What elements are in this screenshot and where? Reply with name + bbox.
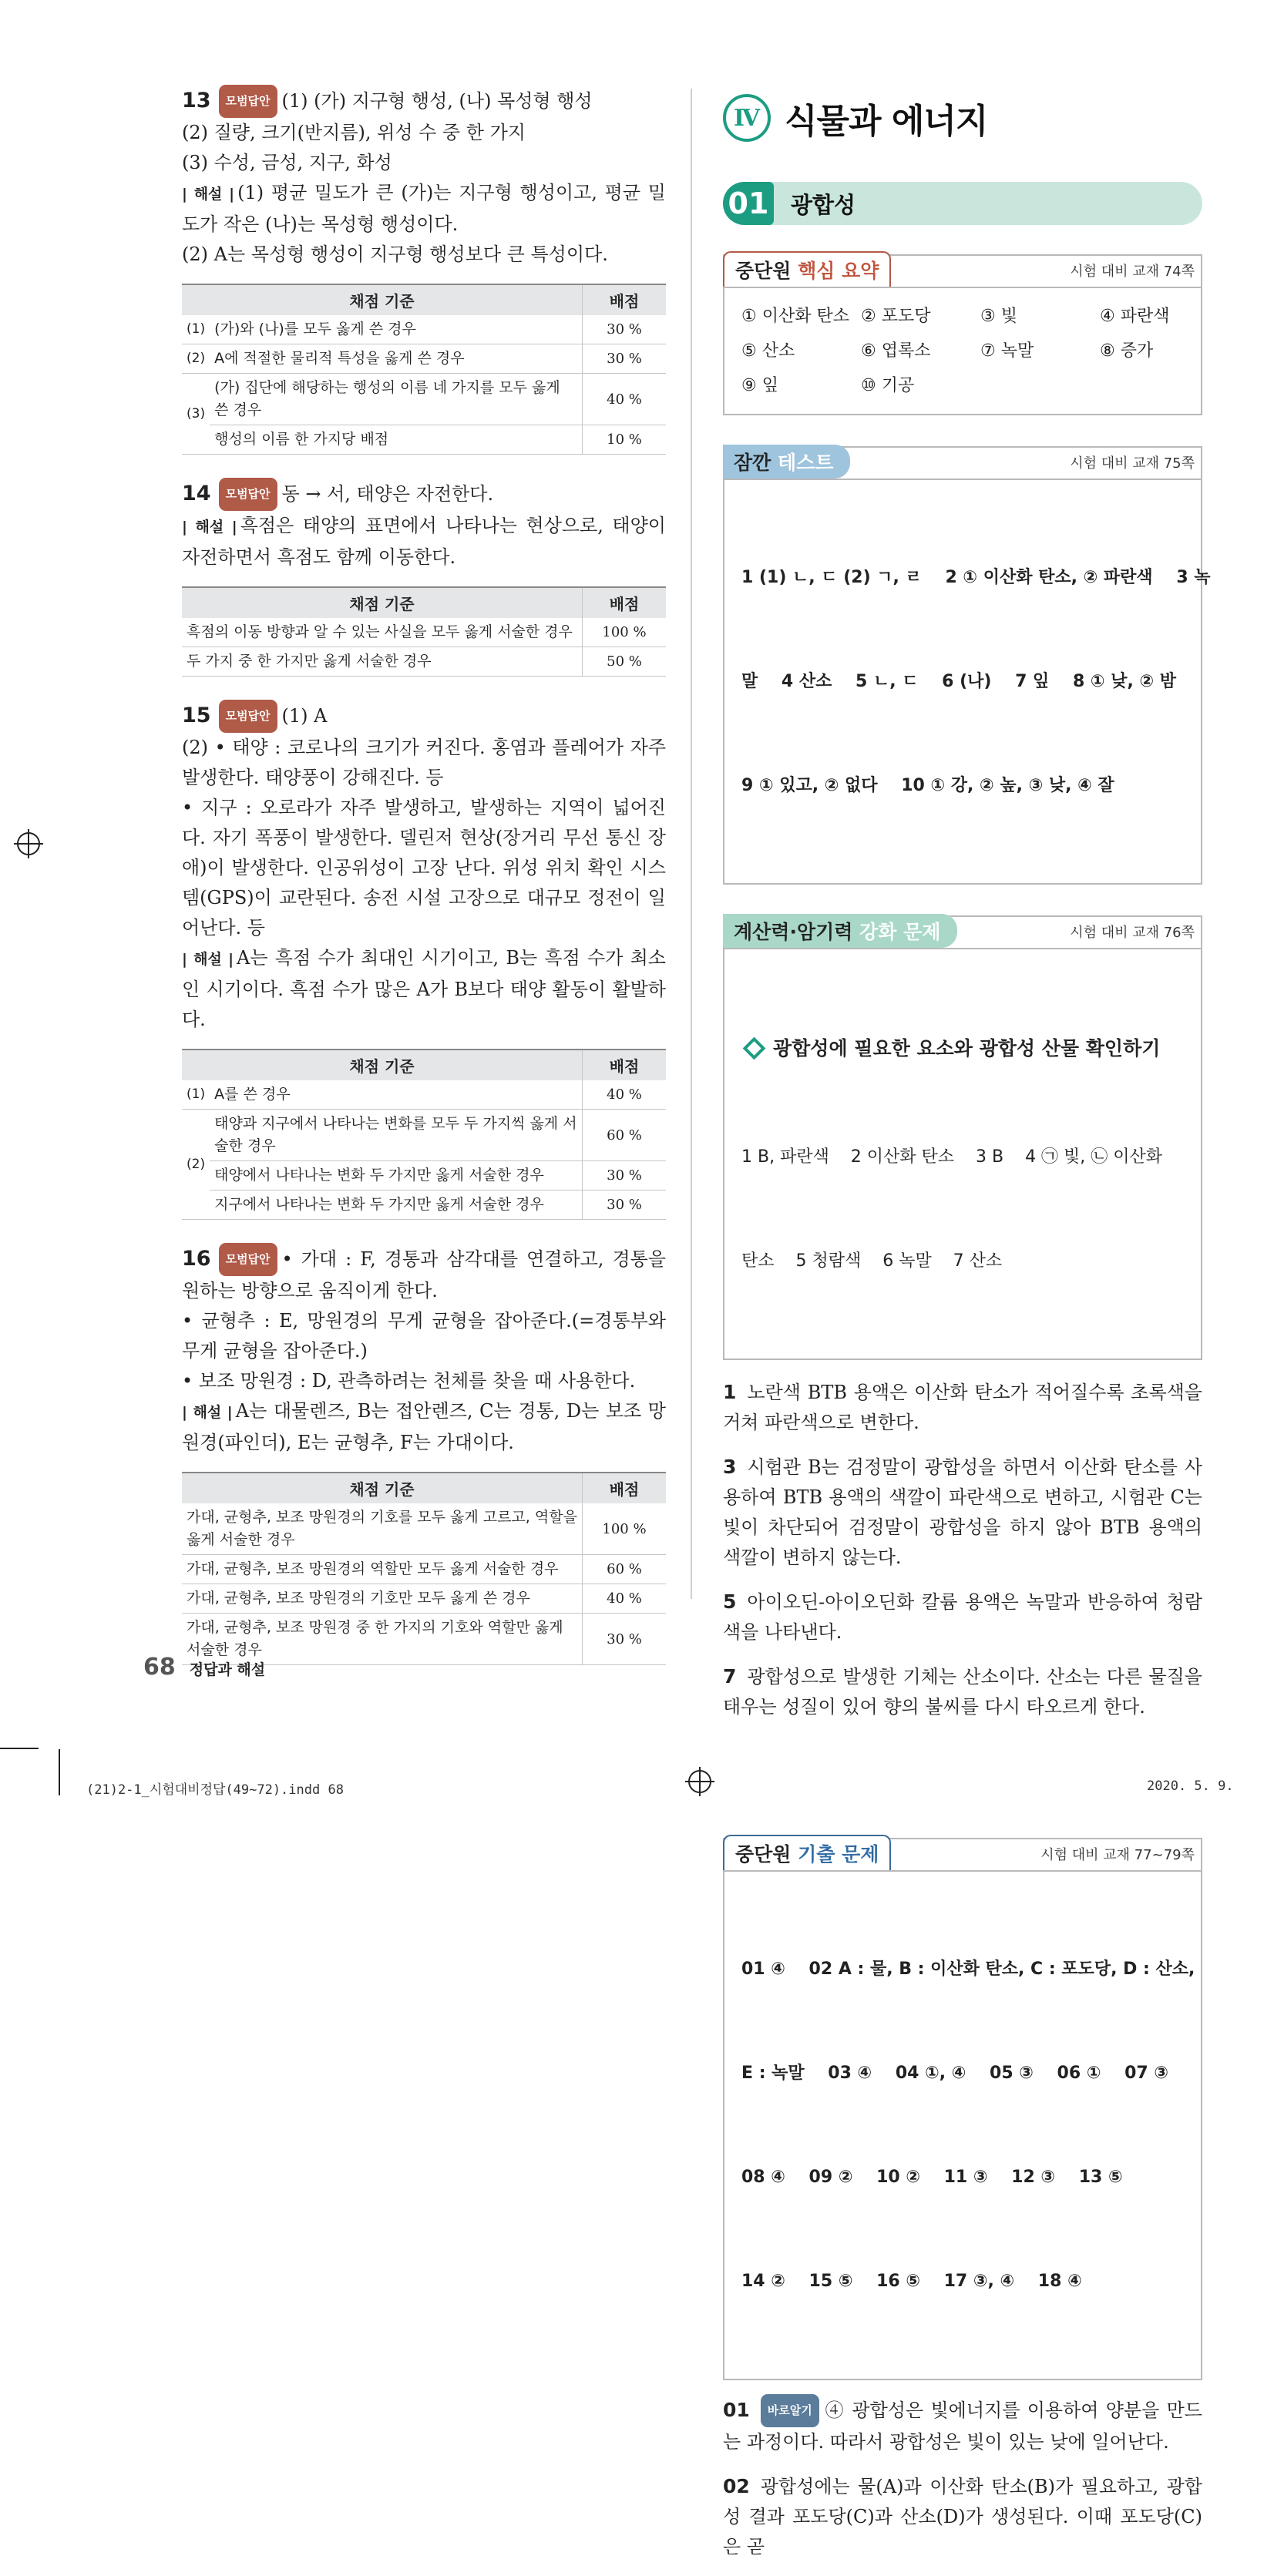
box-header	[724, 256, 1201, 287]
explanation-label: | 해설 |	[182, 186, 235, 203]
row-criterion: 가대, 균형추, 보조 망원경의 기호만 모두 옳게 쓴 경우	[182, 1584, 583, 1614]
item-number: 7	[723, 1665, 737, 1688]
row-score: 40 %	[583, 1080, 667, 1110]
table-row	[182, 618, 666, 647]
row-score: 40 %	[583, 1584, 667, 1614]
scoring-table	[182, 1472, 666, 1665]
item-number: 3	[723, 1456, 737, 1478]
summary-item: ⑨ 잎	[741, 376, 778, 395]
model-answer-badge: 모범답안	[219, 1243, 277, 1276]
answer-line: • 가대 : F, 경통과 삼각대를 연결하고, 경통을 원하는 방향으로 움직이게 한다.	[182, 1248, 666, 1301]
item-text: 아이오딘-아이오딘화 칼륨 용액은 녹말과 반응하여 청람색을 나타낸다.	[723, 1591, 1202, 1643]
drill-box	[723, 915, 1202, 1360]
reference-page: 시험 대비 교재 74쪽	[1070, 264, 1195, 280]
table-header: 배점	[583, 1050, 667, 1080]
row-criterion: 가대, 균형추, 보조 망원경의 기호를 모두 옳게 고르고, 역할을 옳게 서술한 경우	[182, 1503, 583, 1555]
answer-line: (2) • 태양 : 코로나의 크기가 커진다. 홍염과 플레어가 자주 발생한다. 태양풍이 강해진다. 등	[182, 737, 666, 788]
explanation-label: | 해설 |	[182, 519, 237, 536]
section-title: 광합성	[791, 191, 856, 218]
row-score: 30 %	[583, 1614, 667, 1665]
summary-item: ⑦ 녹말	[980, 341, 1034, 361]
table-row	[182, 1584, 666, 1614]
table-row	[182, 1110, 666, 1161]
model-answer-badge: 모범답안	[219, 478, 277, 511]
scoring-table	[182, 284, 666, 455]
reference-page: 시험 대비 교재 76쪽	[1070, 925, 1195, 941]
explanation-label: | 해설 |	[182, 1404, 233, 1421]
answer-line: 08 ④ 09 ② 10 ② 11 ③ 12 ③ 13 ⑤	[741, 2168, 1123, 2187]
summary-item: ⑥ 엽록소	[861, 341, 931, 361]
quick-test-box	[723, 446, 1211, 885]
row-criterion: 두 가지 중 한 가지만 옳게 서술한 경우	[182, 647, 583, 677]
column-divider	[691, 89, 692, 1599]
row-criterion: A를 쓴 경우	[210, 1080, 582, 1110]
item-number: 02	[723, 2475, 750, 2497]
row-criterion: 가대, 균형추, 보조 망원경 중 한 가지의 기호와 역할만 옳게 서술한 경우	[182, 1614, 583, 1665]
row-criterion: (가) 집단에 해당하는 행성의 이름 네 가지를 모두 옳게 쓴 경우	[210, 374, 582, 425]
explanation-text: 흑점은 태양의 표면에서 나타나는 현상으로, 태양이 자전하면서 흑점도 함께 이동한다.	[182, 515, 666, 568]
question-15	[182, 700, 666, 1220]
summary-item: ③ 빛	[980, 307, 1017, 326]
box-header	[724, 1839, 1201, 1870]
table-header: 배점	[583, 1473, 667, 1503]
explanation-item	[723, 2471, 1202, 2562]
table-row	[182, 1191, 666, 1220]
box-header	[724, 917, 1201, 948]
row-number: (2)	[182, 1110, 210, 1220]
explanation-text: (2) A는 목성형 행성이 지구형 행성보다 큰 특성이다.	[182, 243, 608, 265]
row-number: (3)	[182, 374, 210, 455]
explanation-item	[723, 1587, 1202, 1647]
drill-explanations	[723, 1377, 1202, 1722]
answer-line: 01 ④ 02 A : 물, B : 이산화 탄소, C : 포도당, D : 산소,	[741, 1960, 1195, 1979]
explanation-label: | 해설 |	[182, 951, 234, 968]
summary-item: ⑧ 증가	[1100, 341, 1154, 361]
past-exam-tab	[723, 1835, 891, 1870]
box-header	[724, 448, 1201, 479]
explanation-text: (1) 평균 밀도가 큰 (가)는 지구형 행성이고, 평균 밀도가 작은 (나)는 목성형 행성이다.	[182, 182, 666, 235]
registration-mark-icon	[17, 832, 40, 855]
page-footer	[143, 1654, 265, 1681]
right-column	[723, 85, 1211, 2576]
explanation-item	[723, 2394, 1202, 2457]
item-text: ④ 광합성은 빛에너지를 이용하여 양분을 만드는 과정이다. 따라서 광합성은 빛이 있는 낮에 일어난다.	[723, 2400, 1202, 2453]
answer-line: 1 B, 파란색 2 이산화 탄소 3 B 4 ㉠ 빛, ㉡ 이산화	[741, 1147, 1163, 1167]
table-header: 채점 기준	[182, 284, 583, 315]
answer-line: • 보조 망원경 : D, 관측하려는 천체를 찾을 때 사용한다.	[182, 1370, 636, 1392]
answer-line: (1) (가) 지구형 행성, (나) 목성형 행성	[281, 90, 593, 112]
answer-line: (2) 질량, 크기(반지름), 위성 수 중 한 가지	[182, 122, 526, 143]
summary-item: ④ 파란색	[1100, 307, 1170, 326]
explanation-item	[723, 1452, 1202, 1573]
row-criterion: A에 적절한 물리적 특성을 옳게 쓴 경우	[210, 344, 582, 374]
row-criterion: 태양과 지구에서 나타나는 변화를 모두 두 가지씩 옳게 서술한 경우	[210, 1110, 582, 1161]
row-score: 100 %	[583, 618, 667, 647]
answer-line: 14 ② 15 ⑤ 16 ⑤ 17 ③, ④ 18 ④	[741, 2272, 1082, 2291]
row-score: 30 %	[583, 1191, 667, 1220]
reference-page: 시험 대비 교재 77~79쪽	[1040, 1847, 1195, 1863]
row-score: 60 %	[583, 1555, 667, 1584]
answer-line: • 지구 : 오로라가 자주 발생하고, 발생하는 지역이 넓어진다. 자기 폭풍이 발생한다. 델린저 현상(장거리 무선 통신 장애)이 발생한다. 인공위성이 고장 난다. 위성 위치 확인 시스템(GPS)이 교란된다. 송전 시설 고장으로 대규모 정전이 일어난다. 등	[182, 797, 666, 939]
row-score: 30 %	[583, 315, 667, 344]
row-criterion: 지구에서 나타나는 변화 두 가지만 옳게 서술한 경우	[210, 1191, 582, 1220]
item-number: 01	[723, 2399, 750, 2421]
tab-label-accent: 기출 문제	[798, 1843, 879, 1866]
drill-subtitle	[741, 1031, 1188, 1066]
tab-label-accent: 강화 문제	[859, 921, 941, 943]
crop-mark	[59, 1749, 60, 1795]
past-exam-explanations	[723, 2394, 1202, 2562]
table-row	[182, 1080, 666, 1110]
drill-body	[724, 948, 1201, 1359]
row-score: 60 %	[583, 1110, 667, 1161]
item-text: 노란색 BTB 용액은 이산화 탄소가 적어질수록 초록색을 거쳐 파란색으로 변한다.	[723, 1382, 1202, 1433]
table-row	[182, 1161, 666, 1191]
left-column	[182, 85, 666, 1688]
question-number: 14	[182, 482, 211, 505]
row-score: 10 %	[583, 425, 667, 455]
table-header: 배점	[583, 284, 667, 315]
crop-mark	[0, 1748, 39, 1749]
drill-tab	[723, 914, 957, 948]
row-criterion: 가대, 균형추, 보조 망원경의 역할만 모두 옳게 서술한 경우	[182, 1555, 583, 1584]
question-number: 15	[182, 704, 211, 727]
table-header: 배점	[583, 587, 667, 618]
summary-item: ⑩ 기공	[861, 376, 915, 395]
row-number: (1)	[182, 315, 210, 344]
answer-line: (3) 수성, 금성, 지구, 화성	[182, 152, 392, 173]
answer-line: • 균형추 : E, 망원경의 무게 균형을 잡아준다.(=경통부와 무게 균형을 잡아준다.)	[182, 1310, 666, 1362]
unit-heading	[723, 85, 1202, 151]
row-score: 30 %	[583, 1161, 667, 1191]
table-header: 채점 기준	[182, 587, 583, 618]
question-number: 13	[182, 89, 211, 113]
question-16	[182, 1243, 666, 1665]
diamond-icon	[743, 1037, 766, 1060]
unit-title: 식물과 에너지	[785, 102, 988, 141]
explanation-item	[723, 1377, 1202, 1438]
row-score: 30 %	[583, 344, 667, 374]
question-13	[182, 85, 666, 455]
table-row	[182, 1555, 666, 1584]
explanation-text: A는 대물렌즈, B는 접안렌즈, C는 경통, D는 보조 망원경(파인더), E는 균형추, F는 가대이다.	[182, 1400, 666, 1453]
correction-badge: 바로알기	[761, 2394, 819, 2427]
row-score: 40 %	[583, 374, 667, 425]
page-number: 68	[143, 1654, 176, 1681]
model-answer-badge: 모범답안	[219, 700, 277, 733]
print-date: 2020. 5. 9.	[1147, 1778, 1234, 1794]
row-criterion: 흑점의 이동 방향과 알 수 있는 사실을 모두 옳게 서술한 경우	[182, 618, 583, 647]
unit-numeral-badge: Ⅳ	[723, 94, 771, 142]
table-row	[182, 1503, 666, 1555]
row-criterion: (가)와 (나)를 모두 옳게 쓴 경우	[210, 315, 582, 344]
summary-item: ⑤ 산소	[741, 341, 795, 361]
row-criterion: 태양에서 나타나는 변화 두 가지만 옳게 서술한 경우	[210, 1161, 582, 1191]
quick-test-tab	[723, 445, 850, 479]
past-exam-box	[723, 1838, 1202, 2380]
explanation-item	[723, 1661, 1202, 1722]
answer-line: 말 4 산소 5 ㄴ, ㄷ 6 (나) 7 잎 8 ① 낮, ② 밤	[741, 672, 1177, 691]
table-row	[182, 647, 666, 677]
row-score: 50 %	[583, 647, 667, 677]
answer-line: (1) A	[281, 705, 328, 727]
section-number: 01	[723, 182, 774, 225]
item-text: 광합성에는 물(A)과 이산화 탄소(B)가 필요하고, 광합성 결과 포도당(C)과 산소(D)가 생성된다. 이때 포도당(C)은 곧	[723, 2476, 1202, 2558]
tab-label-accent: 테스트	[778, 452, 834, 474]
item-number: 1	[723, 1381, 737, 1403]
section-heading	[723, 182, 1202, 225]
item-text: 광합성으로 발생한 기체는 산소이다. 산소는 다른 물질을 태우는 성질이 있어 향의 불씨를 다시 타오르게 한다.	[723, 1666, 1202, 1718]
table-row	[182, 425, 666, 455]
row-criterion: 행성의 이름 한 가지당 배점	[210, 425, 582, 455]
table-header: 채점 기준	[182, 1473, 583, 1503]
row-number: (1)	[182, 1080, 210, 1110]
explanation-text: A는 흑점 수가 최대인 시기이고, B는 흑점 수가 최소인 시기이다. 흑점 수가 많은 A가 B보다 태양 활동이 활발하다.	[182, 947, 666, 1030]
summary-body	[724, 287, 1201, 414]
model-answer-badge: 모범답안	[219, 85, 277, 118]
tab-label: 계산력·암기력	[734, 921, 860, 943]
tab-label: 잠깐	[734, 452, 778, 474]
answer-line: 탄소 5 청람색 6 녹말 7 산소	[741, 1251, 1003, 1271]
answer-line: E : 녹말 03 ④ 04 ①, ④ 05 ③ 06 ① 07 ③	[741, 2064, 1168, 2083]
reference-page: 시험 대비 교재 75쪽	[1070, 455, 1195, 472]
tab-label: 중단원	[735, 260, 798, 282]
tab-label: 중단원	[735, 1843, 798, 1866]
question-number: 16	[182, 1247, 211, 1271]
tab-label-accent: 핵심 요약	[798, 260, 879, 282]
summary-tab	[723, 251, 891, 287]
scoring-table	[182, 586, 666, 677]
answer-line: 1 (1) ㄴ, ㄷ (2) ㄱ, ㄹ 2 ① 이산화 탄소, ② 파란색 3 녹	[741, 568, 1211, 587]
answer-line: 동 → 서, 태양은 자전한다.	[281, 483, 494, 505]
summary-item: ② 포도당	[861, 307, 931, 326]
row-score: 100 %	[583, 1503, 667, 1555]
table-header: 채점 기준	[182, 1050, 583, 1080]
table-row	[182, 315, 666, 344]
item-text: 시험관 B는 검정말이 광합성을 하면서 이산화 탄소를 사용하여 BTB 용액의 색깔이 파란색으로 변하고, 시험관 C는 빛이 차단되어 검정말이 광합성을 하지 않아 BTB 용액의 색깔이 변하지 않는다.	[723, 1456, 1202, 1568]
past-exam-body	[724, 1870, 1201, 2379]
registration-mark-icon	[688, 1770, 711, 1793]
answer-line: 9 ① 있고, ② 없다 10 ① 강, ② 높, ③ 낮, ④ 잘	[741, 776, 1114, 795]
page-title: 정답과 해설	[189, 1661, 266, 1678]
quick-test-body	[724, 479, 1211, 883]
row-number: (2)	[182, 344, 210, 374]
print-file-info: (21)2-1_시험대비정답(49~72).indd 68	[86, 1782, 344, 1798]
scoring-table	[182, 1049, 666, 1220]
table-row	[182, 374, 666, 425]
item-number: 5	[723, 1590, 737, 1613]
summary-box	[723, 254, 1202, 415]
table-row	[182, 344, 666, 374]
summary-item: ① 이산화 탄소	[741, 307, 849, 326]
subtitle-text: 광합성에 필요한 요소와 광합성 산물 확인하기	[773, 1037, 1161, 1060]
question-14	[182, 478, 666, 677]
